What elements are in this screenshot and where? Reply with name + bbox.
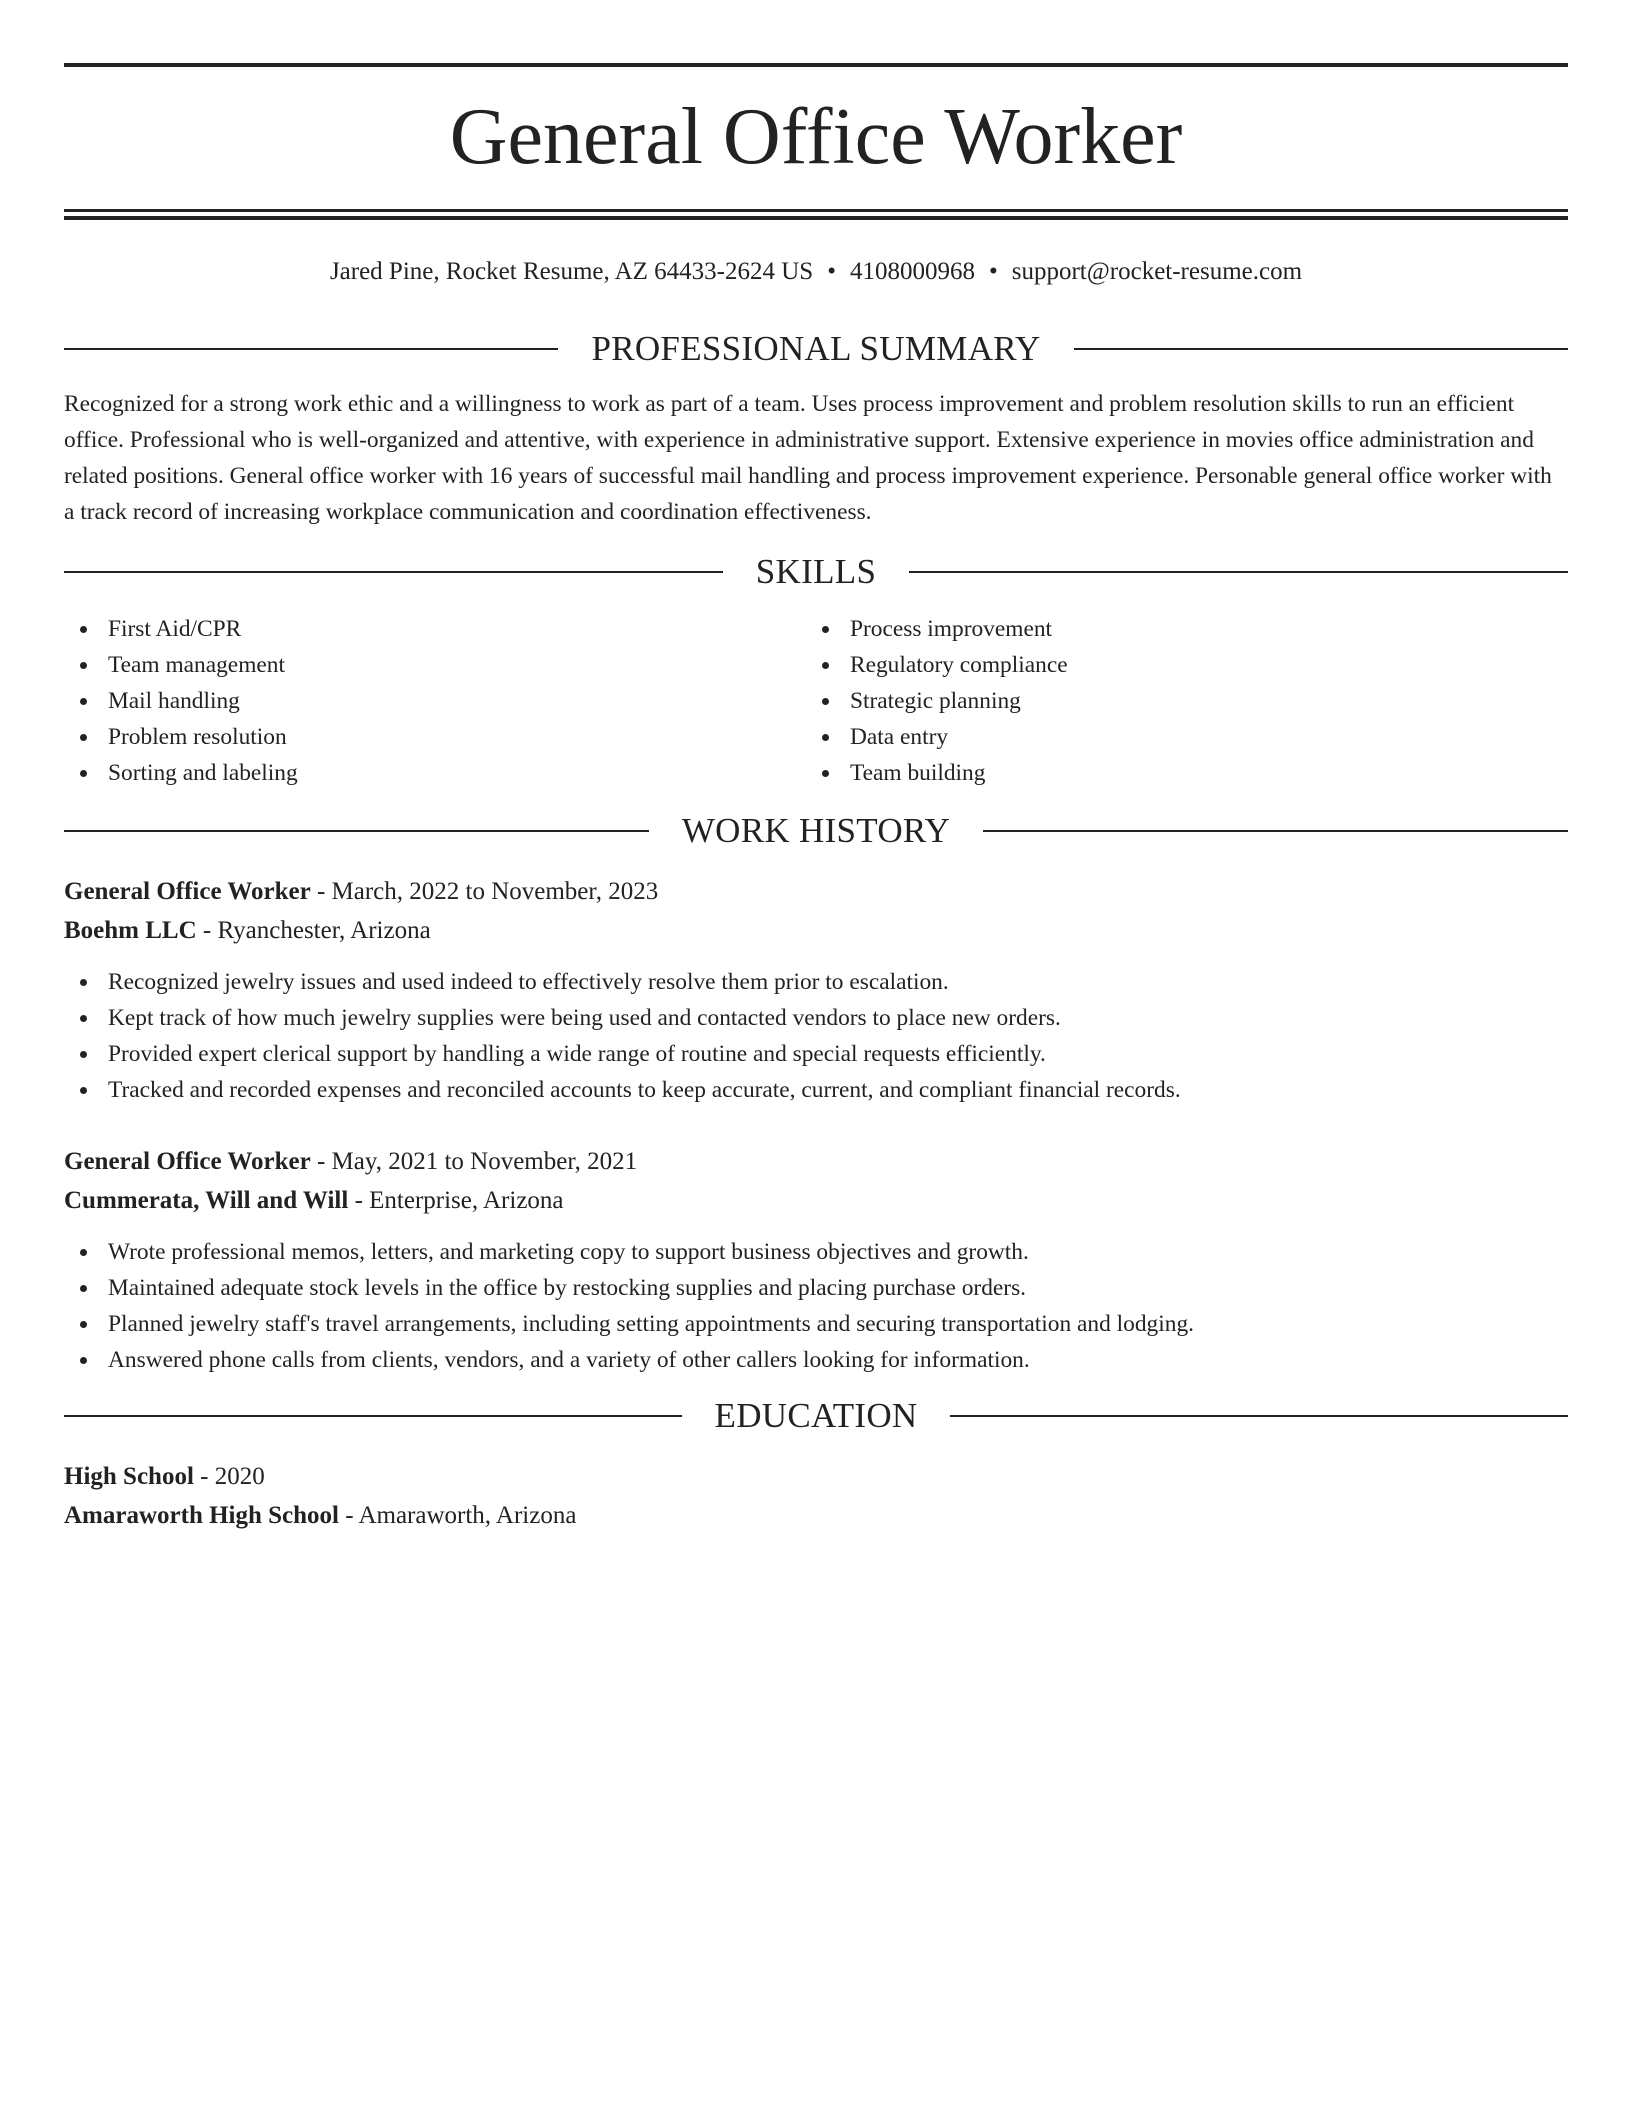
duty-text: Recognized jewelry issues and used indeed to effectively resolve them prior to escalation.: [108, 969, 949, 995]
skill-item: [64, 683, 806, 719]
heading-rule: [909, 571, 1568, 573]
skill-label: Sorting and labeling: [108, 760, 298, 786]
skill-item: [806, 647, 1548, 683]
job-location: - Ryanchester, Arizona: [196, 917, 431, 944]
duty-text: Kept track of how much jewelry supplies were being used and contacted vendors to place new orders.: [108, 1005, 1061, 1031]
job-title: General Office Worker: [64, 1148, 311, 1175]
duty-item: [64, 964, 1568, 1000]
bullet-icon: [80, 1051, 87, 1058]
bullet-icon: [822, 698, 829, 705]
resume-name: General Office Worker: [449, 93, 1183, 181]
education-degree: High School: [64, 1463, 194, 1490]
skills-heading: [64, 554, 1568, 589]
bullet-icon: [80, 1321, 87, 1328]
job-company-line: [64, 911, 1568, 950]
skills-title: SKILLS: [755, 552, 877, 591]
skill-item: [806, 683, 1548, 719]
heading-rule: [1074, 348, 1568, 350]
duty-item: [64, 1306, 1568, 1342]
bullet-icon: [80, 626, 87, 633]
job-title-line: [64, 1142, 1568, 1181]
duty-text: Tracked and recorded expenses and reconciled accounts to keep accurate, current, and compliant financial records.: [108, 1077, 1181, 1103]
bullet-icon: [80, 979, 87, 986]
bullet-icon: [822, 734, 829, 741]
summary-heading: [64, 331, 1568, 366]
duty-text: Maintained adequate stock levels in the office by restocking supplies and placing purchase orders.: [108, 1275, 1027, 1301]
skills-column-left: [64, 611, 806, 791]
bullet-icon: [80, 1087, 87, 1094]
education-entry: [64, 1457, 1568, 1535]
job-entry: [64, 872, 1568, 1108]
contact-address: Jared Pine, Rocket Resume, AZ 64433-2624 US: [329, 258, 814, 285]
summary-text: Recognized for a strong work ethic and a willingness to work as part of a team. Uses process improvement and problem resolution skills to run an efficient office. Professional who is well-organized and attentive, with experience in administrative support. Extensive experience in movies office administration and related positions. General office worker with 16 years of successful mail handling and process improvement experience. Personable general office worker with a track record of increasing workplace communication and coordination effectiveness.: [64, 391, 1552, 525]
bullet-icon: [80, 698, 87, 705]
heading-rule: [64, 348, 558, 350]
contact-separator: •: [988, 258, 998, 285]
summary-title: PROFESSIONAL SUMMARY: [591, 329, 1041, 368]
duty-text: Planned jewelry staff's travel arrangements, including setting appointments and securing transportation and lodging.: [108, 1311, 1194, 1337]
bullet-icon: [822, 662, 829, 669]
bullet-icon: [822, 626, 829, 633]
skill-label: Team building: [850, 760, 986, 786]
bullet-icon: [822, 770, 829, 777]
heading-rule: [950, 1415, 1568, 1417]
education-year: - 2020: [193, 1463, 265, 1490]
contact-email: support@rocket-resume.com: [1011, 258, 1303, 285]
bullet-icon: [80, 1015, 87, 1022]
duty-item: [64, 1036, 1568, 1072]
skill-item: [64, 611, 806, 647]
duty-item: [64, 1270, 1568, 1306]
education-school: Amaraworth High School: [64, 1502, 339, 1529]
job-title-line: [64, 872, 1568, 911]
education-degree-line: [64, 1457, 1568, 1496]
skill-label: Mail handling: [108, 688, 240, 714]
job-company-line: [64, 1181, 1568, 1220]
job-location: - Enterprise, Arizona: [348, 1187, 564, 1214]
heading-rule: [64, 571, 723, 573]
job-title: General Office Worker: [64, 878, 311, 905]
skill-label: Problem resolution: [108, 724, 287, 750]
skills-column-right: [806, 611, 1548, 791]
bullet-icon: [80, 734, 87, 741]
duty-item: [64, 1234, 1568, 1270]
skill-label: Strategic planning: [850, 688, 1021, 714]
education-location: - Amaraworth, Arizona: [339, 1502, 577, 1529]
skill-label: Data entry: [850, 724, 949, 750]
duty-item: [64, 1342, 1568, 1378]
education-school-line: [64, 1496, 1568, 1535]
work-history-heading: [64, 813, 1568, 848]
skill-label: Process improvement: [850, 616, 1053, 642]
skill-item: [64, 647, 806, 683]
heading-rule: [64, 1415, 682, 1417]
bullet-icon: [80, 662, 87, 669]
heading-rule: [983, 830, 1568, 832]
work-history-title: WORK HISTORY: [681, 811, 951, 850]
duty-text: Provided expert clerical support by handling a wide range of routine and special requests efficiently.: [108, 1041, 1046, 1067]
bullet-icon: [80, 1249, 87, 1256]
job-company: Boehm LLC: [64, 917, 197, 944]
skill-item: [806, 719, 1548, 755]
job-duties: [64, 1234, 1568, 1378]
job-company: Cummerata, Will and Will: [64, 1187, 349, 1214]
contact-separator: •: [827, 258, 836, 285]
skill-label: Regulatory compliance: [850, 652, 1068, 678]
skill-item: [64, 719, 806, 755]
job-dates: - May, 2021 to November, 2021: [310, 1148, 638, 1175]
job-dates: - March, 2022 to November, 2023: [310, 878, 659, 905]
skills-list: [64, 611, 1568, 791]
bullet-icon: [80, 1357, 87, 1364]
skill-label: Team management: [108, 652, 285, 678]
heading-rule: [64, 830, 649, 832]
education-title: EDUCATION: [714, 1396, 918, 1435]
double-rule: [64, 209, 1568, 220]
duty-text: Answered phone calls from clients, vendors, and a variety of other callers looking for information.: [108, 1347, 1030, 1373]
skill-label: First Aid/CPR: [108, 616, 242, 642]
duty-text: Wrote professional memos, letters, and marketing copy to support business objectives and growth.: [108, 1239, 1029, 1265]
duty-item: [64, 1072, 1568, 1108]
job-duties: [64, 964, 1568, 1108]
skill-item: [64, 755, 806, 791]
bullet-icon: [80, 770, 87, 777]
contact-phone: 4108000968: [849, 258, 975, 285]
skill-item: [806, 755, 1548, 791]
contact-line: [64, 257, 1568, 287]
job-entry: [64, 1142, 1568, 1378]
education-heading: [64, 1398, 1568, 1433]
bullet-icon: [80, 1285, 87, 1292]
skill-item: [806, 611, 1548, 647]
duty-item: [64, 1000, 1568, 1036]
